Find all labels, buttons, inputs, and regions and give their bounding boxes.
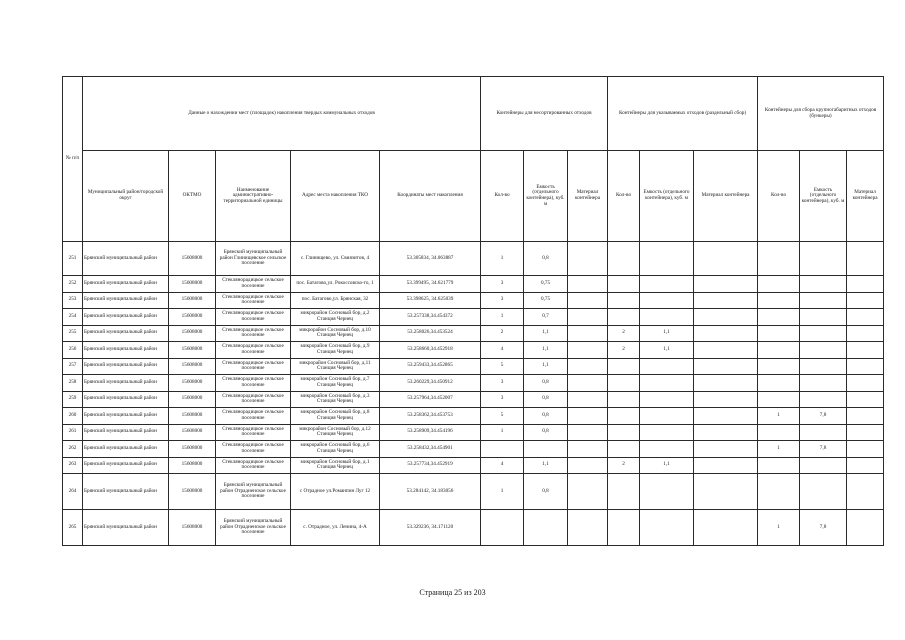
coords-cell: 53.329236, 34.171120 bbox=[380, 510, 481, 546]
col-header-material-bulky: Материал контейнера bbox=[847, 151, 884, 242]
bulky-capacity-cell bbox=[800, 342, 847, 359]
address-cell: микрорайон Сосновый бор, д.6 Станция Чернец bbox=[291, 441, 380, 458]
separate-count-cell bbox=[608, 441, 640, 458]
separate-capacity-cell bbox=[640, 408, 694, 425]
oktmo-cell: 15608000 bbox=[169, 276, 216, 293]
admin-unit-cell: Брянский муниципальный район Отрадненское сельское поселение bbox=[216, 510, 291, 546]
unsorted-capacity-cell bbox=[524, 510, 568, 546]
separate-capacity-cell: 1,1 bbox=[640, 457, 694, 474]
unsorted-material-cell bbox=[568, 474, 608, 510]
coords-cell: 53.398625, 34.625039 bbox=[380, 292, 481, 309]
unsorted-capacity-cell: 0,8 bbox=[524, 408, 568, 425]
bulky-capacity-cell bbox=[800, 325, 847, 342]
admin-unit-cell: Стеклянорадицкое сельское поселение bbox=[216, 292, 291, 309]
separate-material-cell bbox=[694, 441, 758, 458]
address-cell: микрорайон Сосновый бор, д.3 Станция Чернец bbox=[291, 391, 380, 408]
col-group-unsorted: Контейнеры для несортированных отходов bbox=[481, 77, 608, 151]
separate-capacity-cell bbox=[640, 309, 694, 326]
separate-material-cell bbox=[694, 292, 758, 309]
separate-material-cell bbox=[694, 242, 758, 276]
address-cell: пос. Батагово,ул. Брянская, 32 bbox=[291, 292, 380, 309]
oktmo-cell: 15608000 bbox=[169, 358, 216, 375]
coords-cell: 53.258909,34.454196 bbox=[380, 424, 481, 441]
row-number: 265 bbox=[63, 510, 83, 546]
bulky-material-cell bbox=[847, 441, 884, 458]
bulky-count-cell bbox=[758, 242, 800, 276]
row-number: 264 bbox=[63, 474, 83, 510]
unsorted-capacity-cell: 0,75 bbox=[524, 276, 568, 293]
bulky-material-cell bbox=[847, 292, 884, 309]
waste-sites-table bbox=[62, 76, 884, 546]
separate-material-cell bbox=[694, 391, 758, 408]
separate-count-cell: 2 bbox=[608, 325, 640, 342]
separate-capacity-cell bbox=[640, 358, 694, 375]
bulky-material-cell bbox=[847, 325, 884, 342]
row-number: 255 bbox=[63, 325, 83, 342]
coords-cell: 53.257964,34.452007 bbox=[380, 391, 481, 408]
unsorted-material-cell bbox=[568, 292, 608, 309]
unsorted-count-cell: 1 bbox=[481, 424, 524, 441]
table-row bbox=[63, 309, 884, 326]
unsorted-capacity-cell: 1,1 bbox=[524, 325, 568, 342]
table-row bbox=[63, 242, 884, 276]
bulky-material-cell bbox=[847, 358, 884, 375]
municipal-cell: Брянский муниципальный район bbox=[83, 441, 169, 458]
unsorted-capacity-cell: 1,1 bbox=[524, 342, 568, 359]
admin-unit-cell: Стеклянорадицкое сельское поселение bbox=[216, 309, 291, 326]
row-number: 259 bbox=[63, 391, 83, 408]
bulky-count-cell bbox=[758, 342, 800, 359]
unsorted-material-cell bbox=[568, 424, 608, 441]
bulky-capacity-cell bbox=[800, 276, 847, 293]
page-number: Страница 25 из 203 bbox=[419, 588, 486, 597]
municipal-cell: Брянский муниципальный район bbox=[83, 242, 169, 276]
separate-capacity-cell bbox=[640, 424, 694, 441]
oktmo-cell: 15608000 bbox=[169, 441, 216, 458]
address-cell: пос. Батагово,ул. Рокоссовско-го, 1 bbox=[291, 276, 380, 293]
bulky-count-cell bbox=[758, 375, 800, 392]
unsorted-count-cell: 3 bbox=[481, 292, 524, 309]
bulky-material-cell bbox=[847, 457, 884, 474]
oktmo-cell: 15608000 bbox=[169, 424, 216, 441]
separate-material-cell bbox=[694, 276, 758, 293]
col-header-count-separate: Кол-во bbox=[608, 151, 640, 242]
col-header-material-unsorted: Материал контейнера bbox=[568, 151, 608, 242]
coords-cell: 53.258660,34.452918 bbox=[380, 342, 481, 359]
address-cell: микрорайон Сосновый бор, д.7 Станция Чернец bbox=[291, 375, 380, 392]
coords-cell: 53.305834, 34.063887 bbox=[380, 242, 481, 276]
address-cell: микрорайон Сосновый бор, д.11 Станция Чернец bbox=[291, 358, 380, 375]
separate-material-cell bbox=[694, 325, 758, 342]
oktmo-cell: 15608000 bbox=[169, 325, 216, 342]
table-row bbox=[63, 342, 884, 359]
row-number: 253 bbox=[63, 292, 83, 309]
separate-count-cell bbox=[608, 292, 640, 309]
separate-capacity-cell bbox=[640, 441, 694, 458]
unsorted-material-cell bbox=[568, 457, 608, 474]
row-number: 261 bbox=[63, 424, 83, 441]
separate-material-cell bbox=[694, 358, 758, 375]
bulky-material-cell bbox=[847, 242, 884, 276]
municipal-cell: Брянский муниципальный район bbox=[83, 309, 169, 326]
coords-cell: 53.259433,34.452865 bbox=[380, 358, 481, 375]
col-header-number: № п/п bbox=[63, 77, 83, 242]
separate-count-cell bbox=[608, 309, 640, 326]
bulky-capacity-cell bbox=[800, 474, 847, 510]
municipal-cell: Брянский муниципальный район bbox=[83, 342, 169, 359]
unsorted-capacity-cell: 0,8 bbox=[524, 474, 568, 510]
separate-count-cell: 2 bbox=[608, 457, 640, 474]
col-header-oktmo: ОКТМО bbox=[169, 151, 216, 242]
address-cell: микрорайон Сосновый бор, д.9 Станция Чернец bbox=[291, 342, 380, 359]
row-number: 257 bbox=[63, 358, 83, 375]
separate-count-cell bbox=[608, 242, 640, 276]
separate-count-cell bbox=[608, 474, 640, 510]
municipal-cell: Брянский муниципальный район bbox=[83, 358, 169, 375]
separate-capacity-cell bbox=[640, 375, 694, 392]
unsorted-count-cell: 1 bbox=[481, 474, 524, 510]
bulky-count-cell bbox=[758, 358, 800, 375]
oktmo-cell: 15608000 bbox=[169, 342, 216, 359]
municipal-cell: Брянский муниципальный район bbox=[83, 375, 169, 392]
unsorted-count-cell: 3 bbox=[481, 375, 524, 392]
table-row bbox=[63, 276, 884, 293]
bulky-capacity-cell bbox=[800, 242, 847, 276]
unsorted-material-cell bbox=[568, 325, 608, 342]
table-body bbox=[63, 242, 884, 546]
municipal-cell: Брянский муниципальный район bbox=[83, 510, 169, 546]
admin-unit-cell: Стеклянорадицкое сельское поселение bbox=[216, 325, 291, 342]
table-row bbox=[63, 408, 884, 425]
separate-count-cell: 2 bbox=[608, 342, 640, 359]
admin-unit-cell: Брянский муниципальный район Отрадненское сельское поселение bbox=[216, 474, 291, 510]
separate-capacity-cell bbox=[640, 510, 694, 546]
bulky-count-cell bbox=[758, 325, 800, 342]
separate-material-cell bbox=[694, 309, 758, 326]
bulky-capacity-cell: 7,8 bbox=[800, 441, 847, 458]
separate-material-cell bbox=[694, 375, 758, 392]
bulky-count-cell bbox=[758, 474, 800, 510]
table-row bbox=[63, 375, 884, 392]
address-cell: микрорайон Сосновый бор, д.2 Станция Чернец bbox=[291, 309, 380, 326]
separate-capacity-cell bbox=[640, 292, 694, 309]
unsorted-count-cell bbox=[481, 441, 524, 458]
oktmo-cell: 15608000 bbox=[169, 391, 216, 408]
admin-unit-cell: Стеклянорадицкое сельское поселение bbox=[216, 391, 291, 408]
bulky-material-cell bbox=[847, 375, 884, 392]
table-row bbox=[63, 358, 884, 375]
separate-material-cell bbox=[694, 342, 758, 359]
oktmo-cell: 15608000 bbox=[169, 309, 216, 326]
bulky-capacity-cell bbox=[800, 391, 847, 408]
table-row bbox=[63, 292, 884, 309]
bulky-material-cell bbox=[847, 342, 884, 359]
unsorted-material-cell bbox=[568, 342, 608, 359]
col-header-municipal: Муниципальный район/городской округ bbox=[83, 151, 169, 242]
separate-count-cell bbox=[608, 391, 640, 408]
oktmo-cell: 15608000 bbox=[169, 510, 216, 546]
separate-count-cell bbox=[608, 375, 640, 392]
table-row bbox=[63, 457, 884, 474]
col-header-count-unsorted: Кол-во bbox=[481, 151, 524, 242]
municipal-cell: Брянский муниципальный район bbox=[83, 424, 169, 441]
row-number: 256 bbox=[63, 342, 83, 359]
separate-count-cell bbox=[608, 424, 640, 441]
admin-unit-cell: Стеклянорадицкое сельское поселение bbox=[216, 342, 291, 359]
unsorted-capacity-cell: 1,1 bbox=[524, 358, 568, 375]
bulky-count-cell bbox=[758, 292, 800, 309]
unsorted-material-cell bbox=[568, 242, 608, 276]
coords-cell: 53.260229,34.450912 bbox=[380, 375, 481, 392]
col-group-separate: Контейнеры для указываемых отходов (раздельный сбор) bbox=[608, 77, 758, 151]
coords-cell: 53.258362,34.453753 bbox=[380, 408, 481, 425]
separate-material-cell bbox=[694, 510, 758, 546]
unsorted-count-cell: 2 bbox=[481, 325, 524, 342]
address-cell: микрорайон Сосновый бор, д.10 Станция Чернец bbox=[291, 325, 380, 342]
unsorted-capacity-cell: 0,8 bbox=[524, 424, 568, 441]
admin-unit-cell: Стеклянорадицкое сельское поселение bbox=[216, 424, 291, 441]
unsorted-capacity-cell: 0,75 bbox=[524, 292, 568, 309]
bulky-count-cell bbox=[758, 391, 800, 408]
bulky-capacity-cell bbox=[800, 375, 847, 392]
col-header-address: Адрес места накопления ТКО bbox=[291, 151, 380, 242]
admin-unit-cell: Брянский муниципальный район Глинищевское сельское поселение bbox=[216, 242, 291, 276]
separate-material-cell bbox=[694, 474, 758, 510]
oktmo-cell: 15608000 bbox=[169, 292, 216, 309]
table-row bbox=[63, 510, 884, 546]
unsorted-count-cell: 5 bbox=[481, 408, 524, 425]
address-cell: с. Глинищево, ул. Свиязитов, 4 bbox=[291, 242, 380, 276]
unsorted-material-cell bbox=[568, 358, 608, 375]
col-header-capacity-bulky: Емкость (отдельного контейнера), куб. м bbox=[800, 151, 847, 242]
bulky-capacity-cell: 7,8 bbox=[800, 408, 847, 425]
separate-count-cell bbox=[608, 408, 640, 425]
bulky-count-cell bbox=[758, 276, 800, 293]
coords-cell: 53.258026,34.453524 bbox=[380, 325, 481, 342]
coords-cell: 53.284142, 34.183056 bbox=[380, 474, 481, 510]
bulky-count-cell: 1 bbox=[758, 441, 800, 458]
bulky-material-cell bbox=[847, 391, 884, 408]
table-row bbox=[63, 391, 884, 408]
admin-unit-cell: Стеклянорадицкое сельское поселение bbox=[216, 276, 291, 293]
municipal-cell: Брянский муниципальный район bbox=[83, 457, 169, 474]
bulky-count-cell bbox=[758, 309, 800, 326]
bulky-material-cell bbox=[847, 276, 884, 293]
col-header-capacity-unsorted: Емкость (отдельного контейнера), куб. м bbox=[524, 151, 568, 242]
separate-capacity-cell bbox=[640, 276, 694, 293]
separate-count-cell bbox=[608, 510, 640, 546]
separate-count-cell bbox=[608, 276, 640, 293]
municipal-cell: Брянский муниципальный район bbox=[83, 292, 169, 309]
unsorted-material-cell bbox=[568, 408, 608, 425]
col-header-admin-unit: Наименование административно-территориальной единицы bbox=[216, 151, 291, 242]
separate-capacity-cell: 1,1 bbox=[640, 325, 694, 342]
coords-cell: 53.399495, 34.621779 bbox=[380, 276, 481, 293]
coords-cell: 53.257734,34.452919 bbox=[380, 457, 481, 474]
unsorted-material-cell bbox=[568, 276, 608, 293]
row-number: 260 bbox=[63, 408, 83, 425]
bulky-capacity-cell bbox=[800, 292, 847, 309]
col-header-capacity-separate: Емкость (отдельного контейнера), куб. м bbox=[640, 151, 694, 242]
address-cell: с. Отрадное, ул. Ленина, 4-А bbox=[291, 510, 380, 546]
oktmo-cell: 15608000 bbox=[169, 457, 216, 474]
unsorted-material-cell bbox=[568, 441, 608, 458]
unsorted-count-cell: 4 bbox=[481, 457, 524, 474]
bulky-count-cell bbox=[758, 457, 800, 474]
separate-material-cell bbox=[694, 457, 758, 474]
unsorted-count-cell: 1 bbox=[481, 242, 524, 276]
address-cell: микрорайон Сосновый бор, д.1 Станция Чернец bbox=[291, 457, 380, 474]
row-number: 263 bbox=[63, 457, 83, 474]
unsorted-material-cell bbox=[568, 375, 608, 392]
bulky-material-cell bbox=[847, 424, 884, 441]
unsorted-capacity-cell: 1,1 bbox=[524, 457, 568, 474]
admin-unit-cell: Стеклянорадицкое сельское поселение bbox=[216, 441, 291, 458]
separate-capacity-cell: 1,1 bbox=[640, 342, 694, 359]
bulky-capacity-cell bbox=[800, 457, 847, 474]
coords-cell: 53.257338,34.454372 bbox=[380, 309, 481, 326]
municipal-cell: Брянский муниципальный район bbox=[83, 408, 169, 425]
unsorted-count-cell: 4 bbox=[481, 342, 524, 359]
col-header-coords: Координаты мест накопления bbox=[380, 151, 481, 242]
bulky-material-cell bbox=[847, 510, 884, 546]
separate-material-cell bbox=[694, 424, 758, 441]
separate-count-cell bbox=[608, 358, 640, 375]
bulky-capacity-cell bbox=[800, 358, 847, 375]
admin-unit-cell: Стеклянорадицкое сельское поселение bbox=[216, 375, 291, 392]
row-number: 258 bbox=[63, 375, 83, 392]
municipal-cell: Брянский муниципальный район bbox=[83, 325, 169, 342]
coords-cell: 53.258432,34.454901 bbox=[380, 441, 481, 458]
bulky-material-cell bbox=[847, 474, 884, 510]
separate-capacity-cell bbox=[640, 474, 694, 510]
unsorted-capacity-cell bbox=[524, 441, 568, 458]
bulky-capacity-cell bbox=[800, 309, 847, 326]
bulky-count-cell: 1 bbox=[758, 408, 800, 425]
address-cell: микрорайон Сосновый бор, д.8 Станция Чернец bbox=[291, 408, 380, 425]
separate-capacity-cell bbox=[640, 242, 694, 276]
unsorted-capacity-cell: 0,8 bbox=[524, 242, 568, 276]
table-row bbox=[63, 325, 884, 342]
oktmo-cell: 15608000 bbox=[169, 408, 216, 425]
table-row bbox=[63, 474, 884, 510]
municipal-cell: Брянский муниципальный район bbox=[83, 391, 169, 408]
bulky-count-cell bbox=[758, 424, 800, 441]
table-row bbox=[63, 424, 884, 441]
unsorted-capacity-cell: 0,7 bbox=[524, 309, 568, 326]
unsorted-count-cell: 1 bbox=[481, 309, 524, 326]
unsorted-material-cell bbox=[568, 391, 608, 408]
unsorted-capacity-cell: 0,8 bbox=[524, 375, 568, 392]
row-number: 262 bbox=[63, 441, 83, 458]
oktmo-cell: 15608000 bbox=[169, 474, 216, 510]
separate-material-cell bbox=[694, 408, 758, 425]
unsorted-capacity-cell: 0,8 bbox=[524, 391, 568, 408]
address-cell: с Отрадное ул.Романпин Луг 12 bbox=[291, 474, 380, 510]
row-number: 251 bbox=[63, 242, 83, 276]
municipal-cell: Брянский муниципальный район bbox=[83, 276, 169, 293]
admin-unit-cell: Стеклянорадицкое сельское поселение bbox=[216, 457, 291, 474]
oktmo-cell: 15608000 bbox=[169, 375, 216, 392]
unsorted-count-cell bbox=[481, 510, 524, 546]
separate-capacity-cell bbox=[640, 391, 694, 408]
unsorted-count-cell: 3 bbox=[481, 391, 524, 408]
bulky-count-cell: 1 bbox=[758, 510, 800, 546]
row-number: 252 bbox=[63, 276, 83, 293]
col-group-bulky: Контейнеры для сбора крупногабаритных отходов (бункеры) bbox=[758, 77, 884, 151]
row-number: 254 bbox=[63, 309, 83, 326]
col-group-location: Данные о нахождении мест (площадок) накопления твердых коммунальных отходов bbox=[83, 77, 481, 151]
admin-unit-cell: Стеклянорадицкое сельское поселение bbox=[216, 408, 291, 425]
table-row bbox=[63, 441, 884, 458]
col-header-material-separate: Материал контейнера bbox=[694, 151, 758, 242]
unsorted-material-cell bbox=[568, 309, 608, 326]
municipal-cell: Брянский муниципальный район bbox=[83, 474, 169, 510]
unsorted-material-cell bbox=[568, 510, 608, 546]
bulky-capacity-cell: 7,8 bbox=[800, 510, 847, 546]
bulky-capacity-cell bbox=[800, 424, 847, 441]
oktmo-cell: 15608000 bbox=[169, 242, 216, 276]
unsorted-count-cell: 5 bbox=[481, 358, 524, 375]
unsorted-count-cell: 3 bbox=[481, 276, 524, 293]
col-header-count-bulky: Кол-во bbox=[758, 151, 800, 242]
bulky-material-cell bbox=[847, 408, 884, 425]
admin-unit-cell: Стеклянорадицкое сельское поселение bbox=[216, 358, 291, 375]
address-cell: микрорайон Сосновый бор, д.12 Станция Чернец bbox=[291, 424, 380, 441]
bulky-material-cell bbox=[847, 309, 884, 326]
